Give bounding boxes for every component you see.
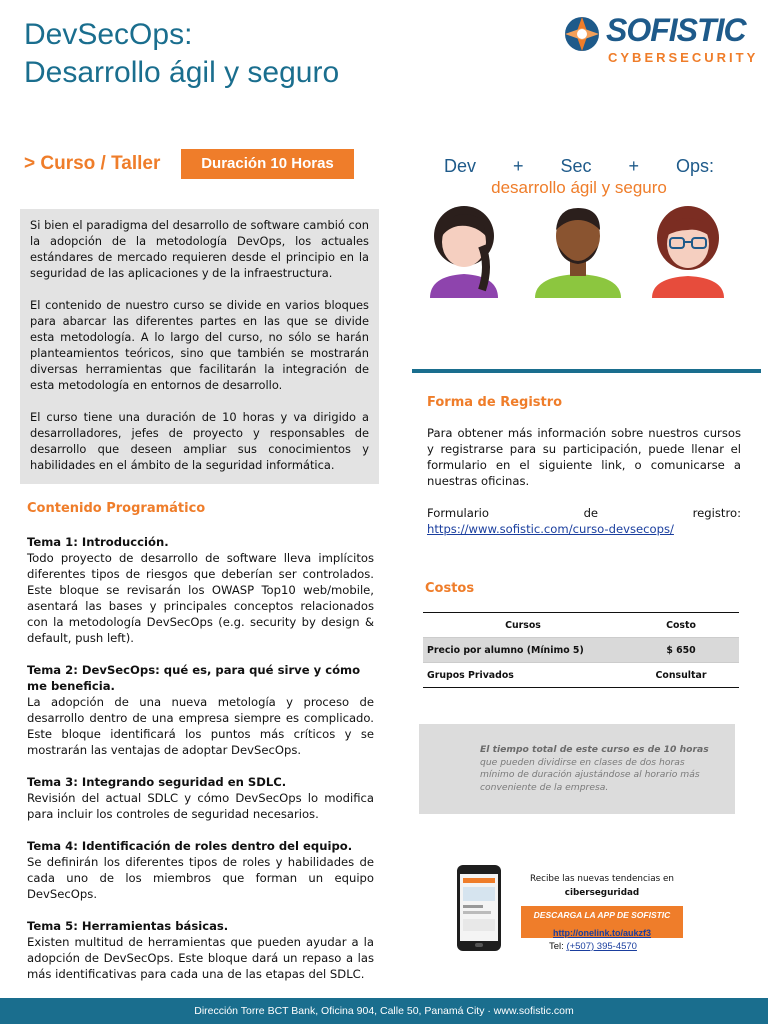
phone-contact <box>549 941 637 952</box>
form-word-3: registro: <box>692 506 741 520</box>
intro-panel <box>20 209 379 484</box>
logo-word: SOFISTIC <box>606 12 746 48</box>
team-illustration <box>424 206 734 298</box>
ops-woman-icon <box>652 206 724 298</box>
note-rest: que pueden dividirse en clases de dos horas mínimo de duración ajustándose al horario más conveniente de la empresa. <box>480 756 700 793</box>
app-download-link[interactable]: http://onelink.to/aukzf3 <box>553 928 651 938</box>
topic-body: La adopción de una nueva metología y proceso de desarrollo dentro de una empresa siempre es complicado. Este bloque identificará los puntos más críticos y se mostrarán las ventajas de adoptar DevSecOps. <box>27 695 374 757</box>
topic-title: Tema 4: Identificación de roles dentro del equipo. <box>27 839 353 853</box>
cell-costo: Consultar <box>655 669 707 681</box>
tel-link[interactable]: (+507) 395-4570 <box>566 941 637 952</box>
section-divider <box>412 369 761 373</box>
smartphone-icon <box>457 865 501 951</box>
title-line-2: Desarrollo ágil y seguro <box>24 56 340 89</box>
table-row <box>423 663 739 688</box>
hero-word-ops: Ops: <box>675 156 714 176</box>
cell-curso: Precio por alumno (Mínimo 5) <box>423 638 623 663</box>
download-app-label: DESCARGA LA APP DE SOFISTIC <box>533 910 671 920</box>
topic-title: Tema 3: Integrando seguridad en SDLC. <box>27 775 287 789</box>
app-screen-icon <box>460 874 498 941</box>
hero-plus-2: + <box>628 156 639 176</box>
globe-logo-icon <box>562 14 602 54</box>
form-word-2: de <box>583 506 599 520</box>
topic-3 <box>27 774 374 822</box>
form-word-1: Formulario <box>427 506 489 520</box>
topic-5 <box>27 918 374 982</box>
topic-title: Tema 1: Introducción. <box>27 535 169 549</box>
topic-1 <box>27 534 374 646</box>
cell-curso: Grupos Privados <box>427 669 514 681</box>
topic-title: Tema 2: DevSecOps: qué es, para qué sirve y cómo me beneficia. <box>27 663 361 693</box>
developer-woman-icon <box>430 206 498 298</box>
costs-heading: Costos <box>425 581 475 596</box>
hero-word-sec: Sec <box>560 156 592 176</box>
logo-subtitle: CYBERSECURITY <box>608 50 759 65</box>
app-tagline-1: Recibe las nuevas tendencias en <box>529 874 674 884</box>
app-tagline-2: ciberseguridad <box>564 887 640 898</box>
hero-word-dev: Dev <box>444 156 477 176</box>
cell-costo: $ 650 <box>623 638 739 663</box>
registration-text: Para obtener más información sobre nuestros cursos y registrarse para su participación, puede llenar el formulario en el siguiente link, o comunicarse a nuestras oficinas. <box>427 426 741 488</box>
intro-paragraph-3: El curso tiene una duración de 10 horas y va dirigido a desarrolladores, jefes de proyecto y responsables de desarrollo que deseen ampliar sus conocimientos y habilidades en el ámbito de la seguridad informática. <box>30 410 369 472</box>
registration-heading: Forma de Registro <box>427 395 563 410</box>
topic-body: Existen multitud de herramientas que pueden ayudar a la adopción de DevSecOps. Este bloque dará un repaso a las más identificativas para cada una de las etapas del SDLC. <box>27 935 374 981</box>
registration-link[interactable]: https://www.sofistic.com/curso-devsecops/ <box>427 522 674 536</box>
topic-title: Tema 5: Herramientas básicas. <box>27 919 229 933</box>
topic-body: Todo proyecto de desarrollo de software lleva implícitos diferentes tipos de riesgos que deberían ser controlados. Este bloque se revisarán los OWASP Top10 web/mobile, asentará las bases y principales conceptos relacionados con la metodología DevSecOps (e.g. security by design & default, push left). <box>27 551 374 645</box>
topic-2 <box>27 662 374 758</box>
program-topics <box>27 534 374 998</box>
hero-plus-1: + <box>512 156 524 176</box>
topic-4 <box>27 838 374 902</box>
costs-header-row <box>423 613 739 638</box>
intro-paragraph-1: Si bien el paradigma del desarrollo de software cambió con la adopción de la metodología DevOps, los actuales estándares de mercado requieren desde el principio en la seguridad de las aplicaciones y de la infraestructura. <box>30 218 369 280</box>
hero-subtitle: desarrollo ágil y seguro <box>491 178 667 197</box>
table-row <box>423 638 739 663</box>
col-header-costo: Costo <box>623 613 739 638</box>
intro-paragraph-2: El contenido de nuestro curso se divide en varios bloques para abarcar las diferentes partes en las que se divide esta metodología. A lo largo del curso, no sólo se harán planteamientos teóricos, sino que también se mostrarán diversas herramientas que facilitarán la integración de esta metodología en entornos de desarrollo. <box>30 298 369 392</box>
registration-form-line <box>427 505 741 537</box>
duration-badge: Duración 10 Horas <box>181 149 354 179</box>
app-tagline <box>516 873 688 900</box>
costs-table <box>423 612 739 688</box>
topic-body: Revisión del actual SDLC y cómo DevSecOps lo modifica para incluir los controles de seguridad necesarios. <box>27 791 374 821</box>
hero-title <box>444 156 714 177</box>
title-line-1: DevSecOps: <box>24 18 193 51</box>
tel-label: Tel: <box>549 941 567 952</box>
col-header-cursos: Cursos <box>423 613 623 638</box>
page-title <box>24 16 339 92</box>
course-label: > Curso / Taller <box>24 153 161 174</box>
topic-body: Se definirán los diferentes tipos de roles y habilidades de cada uno de los miembros que forman un equipo DevSecOps. <box>27 855 374 901</box>
program-heading: Contenido Programático <box>27 501 206 516</box>
duration-note <box>419 724 735 814</box>
sofistic-logo <box>562 12 759 72</box>
security-man-icon <box>535 208 621 298</box>
note-lead: El tiempo total de este curso es de 10 horas <box>480 744 709 755</box>
download-app-button[interactable] <box>521 906 683 938</box>
footer-address: Dirección Torre BCT Bank, Oficina 904, Calle 50, Panamá City · www.sofistic.com <box>0 998 768 1024</box>
